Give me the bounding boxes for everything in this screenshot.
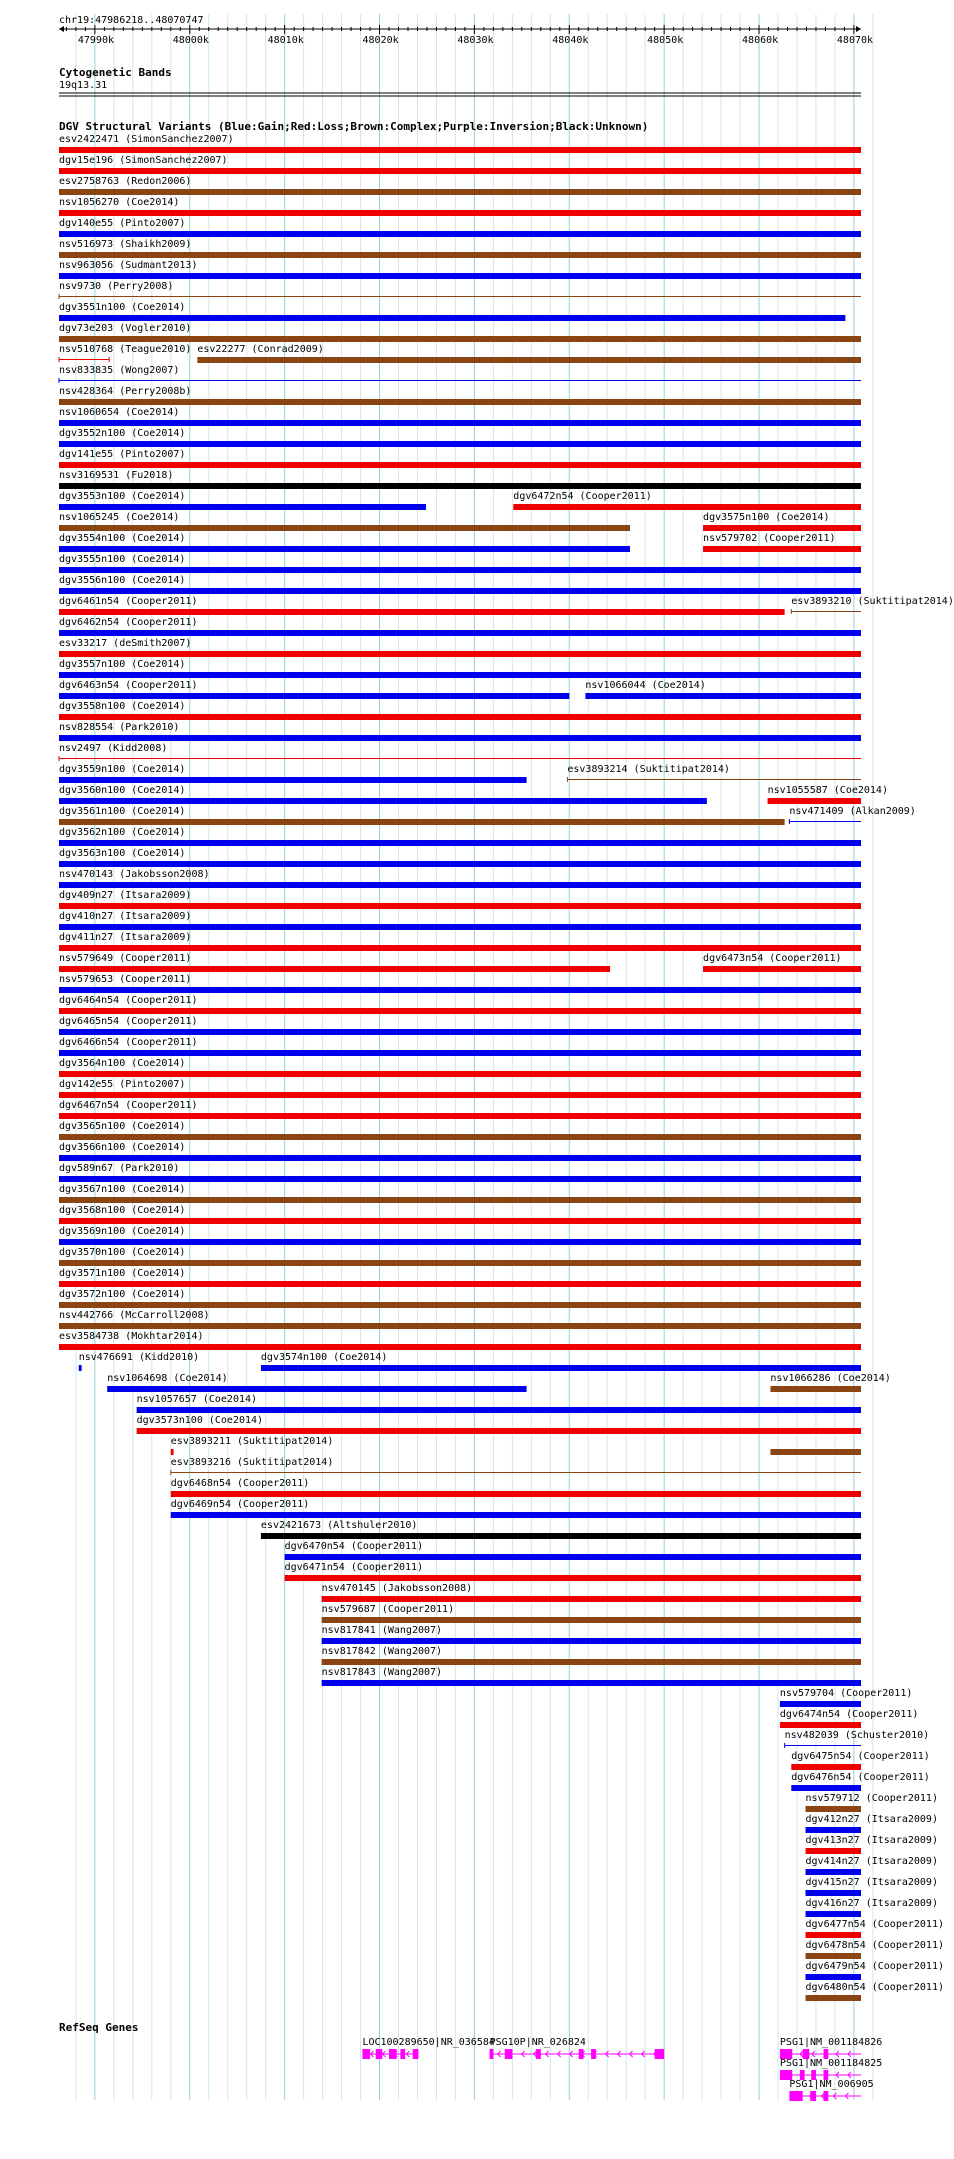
variant-bar xyxy=(59,588,861,594)
variant-bar xyxy=(59,1323,861,1329)
variant-label[interactable]: nsv1066044 (Coe2014) xyxy=(585,680,706,691)
dgv-track-title[interactable]: DGV Structural Variants (Blue:Gain;Red:Loss;Brown:Complex;Purple:Inversion;Black:Unknown) xyxy=(59,120,649,133)
variant-label[interactable]: nsv817843 (Wang2007) xyxy=(321,1667,443,1678)
gene-exon xyxy=(505,2049,513,2059)
variant-label[interactable]: nsv1060654 (Coe2014) xyxy=(59,407,180,418)
variant-bar xyxy=(59,567,861,573)
variant-bar xyxy=(59,231,861,237)
variant-bar xyxy=(791,611,861,612)
variant-bar xyxy=(806,1932,861,1938)
variant-label[interactable]: dgv6473n54 (Cooper2011) xyxy=(703,953,842,964)
variant-bar xyxy=(59,189,861,195)
variant-bar xyxy=(59,693,569,699)
variant-label[interactable]: dgv3564n100 (Coe2014) xyxy=(59,1058,186,1069)
variant-bar xyxy=(59,420,861,426)
variant-bar xyxy=(137,1428,861,1434)
variant-label[interactable]: dgv415n27 (Itsara2009) xyxy=(805,1877,938,1888)
variant-label[interactable]: dgv6463n54 (Cooper2011) xyxy=(59,680,198,691)
variant-bar xyxy=(59,546,630,552)
variant-label[interactable]: nsv1064698 (Coe2014) xyxy=(107,1373,228,1384)
position-label: chr19:47986218..48070747 xyxy=(59,15,204,26)
variant-label[interactable]: esv3893211 (Suktitipat2014) xyxy=(170,1436,334,1447)
variant-label[interactable]: nsv9730 (Perry2008) xyxy=(59,281,174,292)
variant-bar xyxy=(59,525,630,531)
variant-label[interactable]: esv2422471 (SimonSanchez2007) xyxy=(59,134,234,145)
variant-bar xyxy=(806,1827,861,1833)
gene-label[interactable]: PSG10P|NR_026824 xyxy=(489,2037,586,2048)
variant-bar xyxy=(768,798,861,804)
variant-label[interactable]: nsv817841 (Wang2007) xyxy=(321,1625,443,1636)
variant-label[interactable]: nsv482039 (Schuster2010) xyxy=(784,1730,930,1741)
variant-label[interactable]: dgv6476n54 (Cooper2011) xyxy=(791,1772,930,1783)
variant-bar xyxy=(59,609,785,615)
variant-bar xyxy=(791,1785,861,1791)
variant-bar xyxy=(59,924,861,930)
variant-bar xyxy=(59,1008,861,1014)
variant-bar xyxy=(59,714,861,720)
variant-label[interactable]: dgv3552n100 (Coe2014) xyxy=(59,428,186,439)
variant-label[interactable]: dgv3573n100 (Coe2014) xyxy=(136,1415,264,1426)
variant-label[interactable]: dgv3563n100 (Coe2014) xyxy=(59,848,186,859)
variant-label[interactable]: dgv3568n100 (Coe2014) xyxy=(59,1205,186,1216)
variant-label[interactable]: nsv963056 (Sudmant2013) xyxy=(59,260,198,271)
variant-bar xyxy=(59,630,861,636)
ruler-tick-label: 48060k xyxy=(742,35,779,46)
variant-label[interactable]: dgv6474n54 (Cooper2011) xyxy=(779,1709,919,1720)
variant-label[interactable]: dgv6477n54 (Cooper2011) xyxy=(805,1919,944,1930)
variant-bar xyxy=(806,1911,861,1917)
variant-label[interactable]: dgv6479n54 (Cooper2011) xyxy=(805,1961,944,1972)
gene-exon xyxy=(490,2049,494,2059)
variant-label[interactable]: nsv1066286 (Coe2014) xyxy=(770,1373,891,1384)
variant-bar xyxy=(59,1134,861,1140)
ruler-tick-label: 48000k xyxy=(172,35,209,46)
ruler-left-arrow xyxy=(59,26,64,32)
variant-label[interactable]: nsv579712 (Cooper2011) xyxy=(805,1793,938,1804)
ruler-tick-label: 48040k xyxy=(552,35,589,46)
variant-bar xyxy=(59,1218,861,1224)
variant-bar xyxy=(59,840,861,846)
variant-label[interactable]: dgv416n27 (Itsara2009) xyxy=(805,1898,938,1909)
variant-bar xyxy=(59,252,861,258)
variant-bar xyxy=(322,1680,861,1686)
variant-label[interactable]: dgv414n27 (Itsara2009) xyxy=(805,1856,938,1867)
gene-label[interactable]: PSG1|NM_001184825 xyxy=(779,2058,883,2069)
variant-bar xyxy=(59,1029,861,1035)
variant-label[interactable]: dgv6461n54 (Cooper2011) xyxy=(59,596,198,607)
variant-label[interactable]: dgv6471n54 (Cooper2011) xyxy=(284,1562,424,1573)
variant-bar xyxy=(59,1071,861,1077)
variant-label[interactable]: nsv470143 (Jakobsson2008) xyxy=(59,869,210,880)
variant-label[interactable]: dgv6472n54 (Cooper2011) xyxy=(513,491,652,502)
variant-label[interactable]: dgv6468n54 (Cooper2011) xyxy=(170,1478,310,1489)
variant-label[interactable]: nsv3169531 (Fu2018) xyxy=(59,470,174,481)
ruler-tick-label: 48010k xyxy=(267,35,304,46)
variant-bar xyxy=(59,903,861,909)
variant-label[interactable]: dgv141e55 (Pinto2007) xyxy=(59,449,186,460)
variant-bar xyxy=(197,357,861,363)
variant-bar xyxy=(171,1449,174,1455)
variant-label[interactable]: dgv3555n100 (Coe2014) xyxy=(59,554,186,565)
variant-label[interactable]: dgv3558n100 (Coe2014) xyxy=(59,701,186,712)
gene-label[interactable]: LOC100289650|NR_036584 xyxy=(362,2037,495,2048)
variant-bar xyxy=(59,945,861,951)
variant-bar xyxy=(59,359,109,360)
variant-bar xyxy=(59,504,426,510)
variant-label[interactable]: nsv428364 (Perry2008b) xyxy=(59,386,192,397)
variant-label[interactable]: dgv3570n100 (Coe2014) xyxy=(59,1247,186,1258)
gene-exon xyxy=(810,2091,816,2101)
variant-label[interactable]: dgv3562n100 (Coe2014) xyxy=(59,827,186,838)
variant-label[interactable]: dgv6462n54 (Cooper2011) xyxy=(59,617,198,628)
cytoband-name: 19q13.31 xyxy=(59,80,108,91)
ruler-tick-label: 48070k xyxy=(836,35,874,46)
variant-label[interactable]: nsv1065245 (Coe2014) xyxy=(59,512,180,523)
variant-bar xyxy=(513,504,861,510)
cytoband-track-title[interactable]: Cytogenetic Bands xyxy=(59,66,172,79)
variant-label[interactable]: esv33217 (deSmith2007) xyxy=(59,638,192,649)
variant-bar xyxy=(806,1953,861,1959)
variant-label[interactable]: esv3893210 (Suktitipat2014) xyxy=(791,596,954,607)
variant-bar xyxy=(59,1050,861,1056)
variant-bar xyxy=(806,1806,861,1812)
variant-label[interactable]: dgv3556n100 (Coe2014) xyxy=(59,575,186,586)
variant-bar xyxy=(59,966,610,972)
variant-bar xyxy=(261,1533,861,1539)
variant-bar xyxy=(59,210,861,216)
variant-label[interactable]: esv3584738 (Mokhtar2014) xyxy=(59,1331,204,1342)
ruler-right-arrow xyxy=(856,26,861,32)
variant-label[interactable]: nsv2497 (Kidd2008) xyxy=(59,743,168,754)
variant-bar xyxy=(59,1344,861,1350)
variant-label[interactable]: nsv828554 (Park2010) xyxy=(59,722,180,733)
variant-bar xyxy=(59,168,861,174)
variant-label[interactable]: nsv476691 (Kidd2010) xyxy=(78,1352,200,1363)
variant-label[interactable]: esv3893216 (Suktitipat2014) xyxy=(170,1457,334,1468)
variant-label[interactable]: dgv140e55 (Pinto2007) xyxy=(59,218,186,229)
gene-exon xyxy=(591,2049,596,2059)
variant-bar xyxy=(59,1239,861,1245)
variant-bar xyxy=(79,1365,82,1371)
variant-bar xyxy=(806,1890,861,1896)
gene-label[interactable]: PSG1|NM_001184826 xyxy=(779,2037,883,2048)
gene-label[interactable]: PSG1|NM_006905 xyxy=(789,2079,874,2090)
ruler-tick-label: 47990k xyxy=(77,35,114,46)
variant-bar xyxy=(59,798,707,804)
variant-label[interactable]: nsv579653 (Cooper2011) xyxy=(59,974,192,985)
variant-label[interactable]: esv22277 (Conrad2009) xyxy=(197,344,324,355)
variant-bar xyxy=(59,735,861,741)
variant-label[interactable]: esv3893214 (Suktitipat2014) xyxy=(567,764,730,775)
variant-bar xyxy=(703,546,861,552)
variant-label[interactable]: dgv413n27 (Itsara2009) xyxy=(805,1835,938,1846)
variant-bar xyxy=(567,779,861,780)
variant-bar xyxy=(59,462,861,468)
variant-label[interactable]: nsv470145 (Jakobsson2008) xyxy=(321,1583,473,1594)
variant-label[interactable]: dgv3565n100 (Coe2014) xyxy=(59,1121,186,1132)
gene-exon xyxy=(824,2091,829,2101)
ruler-tick-label: 48030k xyxy=(457,35,494,46)
variant-label[interactable]: dgv6465n54 (Cooper2011) xyxy=(59,1016,198,1027)
variant-label[interactable]: dgv6480n54 (Cooper2011) xyxy=(805,1982,944,1993)
variant-bar xyxy=(806,1974,861,1980)
variant-label[interactable]: dgv3572n100 (Coe2014) xyxy=(59,1289,186,1300)
variant-label[interactable]: nsv471409 (Alkan2009) xyxy=(789,806,916,817)
variant-bar xyxy=(806,1869,861,1875)
gene-exon xyxy=(413,2049,419,2059)
gene-exon xyxy=(362,2049,370,2059)
gene-exon xyxy=(400,2049,405,2059)
variant-bar xyxy=(59,861,861,867)
variant-label[interactable]: dgv6466n54 (Cooper2011) xyxy=(59,1037,198,1048)
variant-bar xyxy=(59,819,785,825)
variant-label[interactable]: nsv579704 (Cooper2011) xyxy=(779,1688,913,1699)
variant-label[interactable]: dgv6467n54 (Cooper2011) xyxy=(59,1100,198,1111)
variant-label[interactable]: esv2758763 (Redon2006) xyxy=(59,176,192,187)
variant-label[interactable]: dgv589n67 (Park2010) xyxy=(59,1163,180,1174)
variant-label[interactable]: dgv73e203 (Vogler2010) xyxy=(59,323,192,334)
variant-bar xyxy=(770,1386,861,1392)
variant-bar xyxy=(59,987,861,993)
variant-bar xyxy=(59,651,861,657)
variant-bar xyxy=(59,1092,861,1098)
variant-bar xyxy=(322,1638,861,1644)
variant-label[interactable]: nsv1056270 (Coe2014) xyxy=(59,197,180,208)
variant-label[interactable]: nsv579649 (Cooper2011) xyxy=(59,953,192,964)
gene-exon xyxy=(376,2049,383,2059)
variant-bar xyxy=(59,1281,861,1287)
variant-bar xyxy=(59,1113,861,1119)
variant-label[interactable]: dgv15e196 (SimonSanchez2007) xyxy=(59,155,228,166)
variant-bar xyxy=(59,380,861,381)
variant-label[interactable]: dgv412n27 (Itsara2009) xyxy=(805,1814,938,1825)
variant-bar xyxy=(806,1848,861,1854)
variant-bar xyxy=(59,147,861,153)
variant-bar xyxy=(703,966,861,972)
variant-label[interactable]: dgv3561n100 (Coe2014) xyxy=(59,806,186,817)
variant-label[interactable]: dgv6469n54 (Cooper2011) xyxy=(170,1499,310,1510)
variant-bar xyxy=(59,777,527,783)
variant-bar xyxy=(171,1491,861,1497)
variant-bar xyxy=(322,1596,861,1602)
variant-bar xyxy=(59,399,861,405)
variant-label[interactable]: nsv1055587 (Coe2014) xyxy=(767,785,888,796)
variant-bar xyxy=(59,336,861,342)
variant-label[interactable]: dgv3575n100 (Coe2014) xyxy=(703,512,830,523)
variant-label[interactable]: dgv3571n100 (Coe2014) xyxy=(59,1268,186,1279)
variant-bar xyxy=(59,1197,861,1203)
variant-label[interactable]: nsv579702 (Cooper2011) xyxy=(703,533,836,544)
variant-bar xyxy=(703,525,861,531)
variant-bar xyxy=(59,1176,861,1182)
variant-label[interactable]: dgv6464n54 (Cooper2011) xyxy=(59,995,198,1006)
gene-exon xyxy=(536,2049,541,2059)
variant-label[interactable]: esv2421673 (Altshuler2010) xyxy=(260,1520,418,1531)
variant-label[interactable]: dgv3553n100 (Coe2014) xyxy=(59,491,186,502)
gene-exon xyxy=(579,2049,584,2059)
variant-label[interactable]: dgv6478n54 (Cooper2011) xyxy=(805,1940,944,1951)
variant-bar xyxy=(59,1260,861,1266)
variant-bar xyxy=(59,273,861,279)
variant-label[interactable]: nsv516973 (Shaikh2009) xyxy=(59,239,192,250)
variant-label[interactable]: dgv142e55 (Pinto2007) xyxy=(59,1079,186,1090)
variant-label[interactable]: dgv411n27 (Itsara2009) xyxy=(59,932,192,943)
variant-label[interactable]: dgv6470n54 (Cooper2011) xyxy=(284,1541,424,1552)
variant-bar xyxy=(59,758,861,759)
variant-label[interactable]: nsv817842 (Wang2007) xyxy=(321,1646,443,1657)
variant-label[interactable]: dgv410n27 (Itsara2009) xyxy=(59,911,192,922)
variant-bar xyxy=(322,1617,861,1623)
gene-exon xyxy=(389,2049,397,2059)
variant-bar xyxy=(171,1472,861,1473)
variant-label[interactable]: dgv3567n100 (Coe2014) xyxy=(59,1184,186,1195)
variant-bar xyxy=(107,1386,526,1392)
variant-bar xyxy=(59,882,861,888)
variant-label[interactable]: nsv510768 (Teague2010) xyxy=(59,344,192,355)
ruler-tick-label: 48050k xyxy=(647,35,684,46)
gene-exon xyxy=(655,2049,664,2059)
variant-label[interactable]: dgv6475n54 (Cooper2011) xyxy=(791,1751,930,1762)
variant-bar xyxy=(285,1554,861,1560)
variant-bar xyxy=(59,315,845,321)
variant-bar xyxy=(59,1155,861,1161)
variant-bar xyxy=(59,296,861,297)
variant-bar xyxy=(59,483,861,489)
variant-label[interactable]: dgv3557n100 (Coe2014) xyxy=(59,659,186,670)
variant-bar xyxy=(261,1365,861,1371)
variant-label[interactable]: dgv409n27 (Itsara2009) xyxy=(59,890,192,901)
variant-bar xyxy=(785,1745,861,1746)
variant-bar xyxy=(59,441,861,447)
variant-bar xyxy=(780,1722,861,1728)
variant-bar xyxy=(780,1701,861,1707)
variant-bar xyxy=(59,672,861,678)
variant-label[interactable]: dgv3574n100 (Coe2014) xyxy=(260,1352,388,1363)
variant-bar xyxy=(137,1407,861,1413)
variant-label[interactable]: dgv3569n100 (Coe2014) xyxy=(59,1226,186,1237)
variant-bar xyxy=(171,1512,861,1518)
ruler-tick-label: 48020k xyxy=(362,35,399,46)
variant-bar xyxy=(789,821,861,822)
variant-label[interactable]: nsv833835 (Wong2007) xyxy=(59,365,180,376)
variant-bar xyxy=(585,693,861,699)
variant-bar xyxy=(806,1995,861,2001)
variant-label[interactable]: dgv3559n100 (Coe2014) xyxy=(59,764,186,775)
variant-bar xyxy=(770,1449,861,1455)
gene-exon xyxy=(789,2091,802,2101)
refseq-track-title[interactable]: RefSeq Genes xyxy=(59,2021,139,2034)
variant-label[interactable]: nsv442766 (McCarroll2008) xyxy=(59,1310,210,1321)
variant-label[interactable]: dgv3554n100 (Coe2014) xyxy=(59,533,186,544)
variant-label[interactable]: dgv3566n100 (Coe2014) xyxy=(59,1142,186,1153)
variant-label[interactable]: dgv3551n100 (Coe2014) xyxy=(59,302,186,313)
variant-bar xyxy=(791,1764,861,1770)
variant-label[interactable]: nsv579687 (Cooper2011) xyxy=(321,1604,455,1615)
variant-label[interactable]: nsv1057657 (Coe2014) xyxy=(136,1394,258,1405)
variant-label[interactable]: dgv3560n100 (Coe2014) xyxy=(59,785,186,796)
variant-bar xyxy=(59,1302,861,1308)
variant-bar xyxy=(322,1659,861,1665)
variant-bar xyxy=(285,1575,861,1581)
